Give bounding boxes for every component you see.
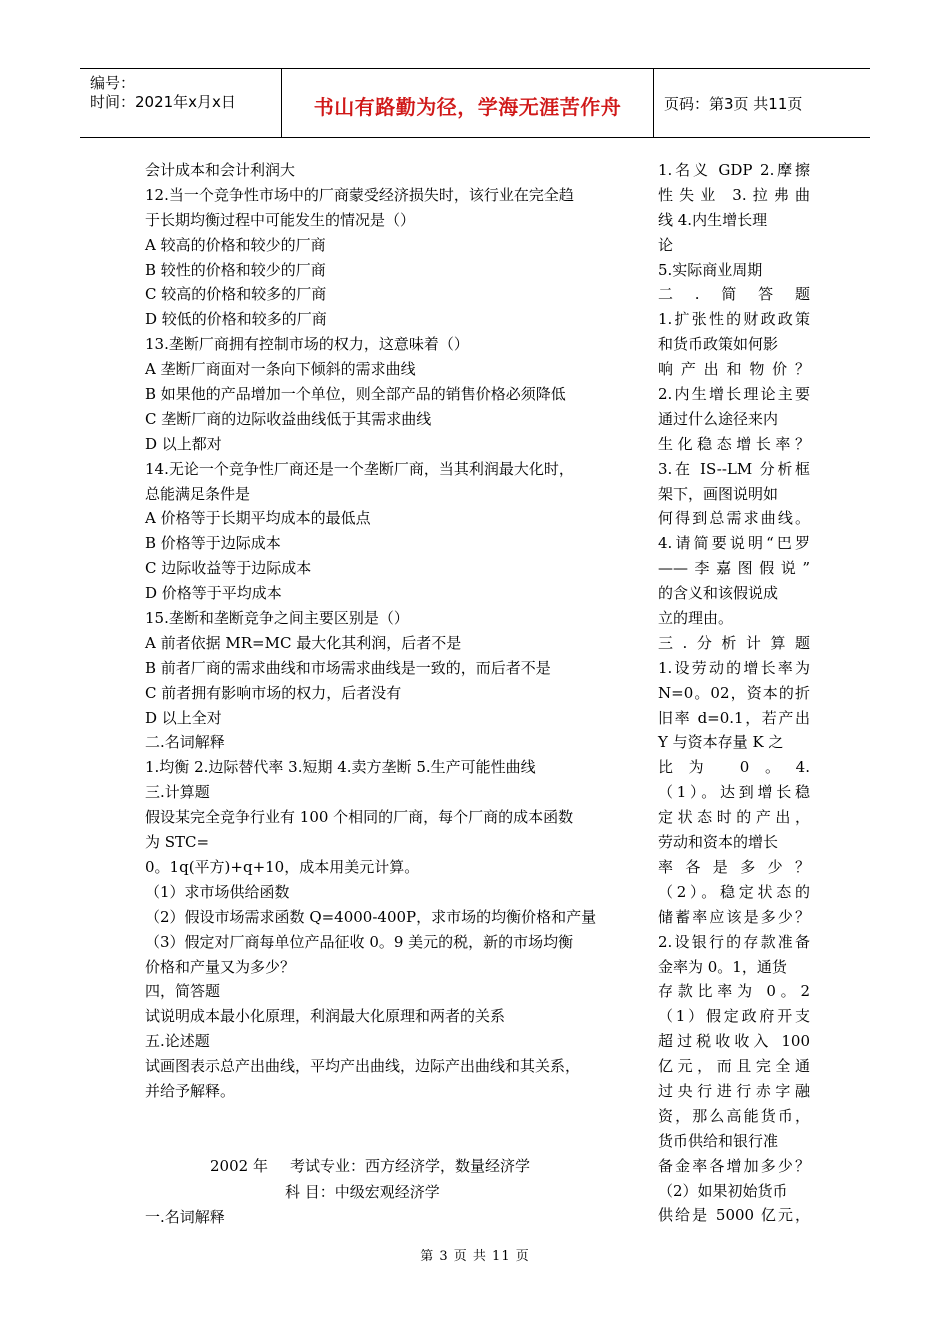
right-text-line: 响产出和物价？: [658, 360, 810, 379]
left-text-line: 15.垄断和垄断竞争之间主要区别是（）: [145, 609, 409, 628]
document-number-label: 编号：: [90, 74, 136, 92]
right-text-line: ——李嘉图假说”: [658, 559, 810, 578]
left-text-line: 三.计算题: [145, 783, 210, 802]
right-text-line: 三.分析计算题: [658, 633, 810, 652]
left-text-line: A 前者依据 MR=MC 最大化其利润，后者不是: [145, 633, 462, 652]
right-text-line: 旧率 d=0.1，若产出: [658, 708, 810, 727]
left-text-line: D 价格等于平均成本: [145, 584, 282, 603]
left-text-line: （2）假设市场需求函数 Q=4000-400P，求市场的均衡价格和产量: [145, 907, 597, 926]
right-text-line: 论: [658, 235, 674, 254]
right-text-line: 率各是多少？: [658, 857, 810, 876]
left-text-line: 五.论述题: [145, 1032, 210, 1051]
left-text-line: C 边际收益等于边际成本: [145, 559, 312, 578]
exam-major: 考试专业：西方经济学，数量经济学: [290, 1157, 531, 1175]
left-text-line: 试画图表示总产出曲线，平均产出曲线，边际产出曲线和其关系，: [145, 1057, 581, 1076]
left-text-line: 为 STC=: [145, 833, 210, 852]
right-text-line: Y 与资本存量 K 之: [658, 733, 784, 752]
left-text-line: （1）求市场供给函数: [145, 882, 290, 901]
header-info-cell: [80, 69, 282, 137]
left-text-line: A 垄断厂商面对一条向下倾斜的需求曲线: [145, 360, 416, 379]
right-text-line: 金率为 0。1，通货: [658, 957, 787, 976]
right-text-line: 比为 0。4.: [658, 758, 810, 777]
right-text-line: 2.内生增长理论主要: [658, 385, 810, 404]
left-text-line: A 较高的价格和较少的厂商: [145, 235, 326, 254]
right-text-line: 3.在 IS--LM 分析框: [658, 459, 810, 478]
right-text-line: 货币供给和银行准: [658, 1131, 779, 1150]
left-text-line: 于长期均衡过程中可能发生的情况是（）: [145, 210, 416, 229]
header-page-cell: [654, 69, 870, 137]
document-date-label: 时间：2021年x月x日: [90, 93, 236, 111]
right-text-line: （1）。达到增长稳: [658, 783, 810, 802]
left-text-line: 四，简答题: [145, 982, 221, 1001]
left-text-line: 13.垄断厂商拥有控制市场的权力，这意味着（）: [145, 335, 469, 354]
right-text-line: 性失业 3.拉弗曲: [658, 185, 810, 204]
page-code: 页码：第3页 共11页: [664, 95, 803, 113]
right-text-line: 的含义和该假说成: [658, 584, 779, 603]
left-text-line: 1.均衡 2.边际替代率 3.短期 4.卖方垄断 5.生产可能性曲线: [145, 758, 536, 777]
left-text-column: [145, 158, 635, 1104]
left-text-line: B 价格等于边际成本: [145, 534, 281, 553]
right-text-line: 和货币政策如何影: [658, 335, 779, 354]
right-text-line: 1.扩张性的财政政策: [658, 310, 810, 329]
motto-text: 书山有路勤为径，学海无涯苦作舟: [313, 95, 622, 119]
left-text-line: 二.名词解释: [145, 733, 225, 752]
right-text-line: 架下，画图说明如: [658, 484, 779, 503]
right-text-line: （2）。稳定状态的: [658, 882, 810, 901]
left-text-line: 14.无论一个竞争性厂商还是一个垄断厂商，当其利润最大化时，: [145, 459, 574, 478]
right-text-line: （1）假定政府开支: [658, 1007, 810, 1026]
right-text-line: （2）如果初始货币: [658, 1181, 788, 1200]
header-motto-cell: [282, 69, 654, 137]
right-text-line: 2.设银行的存款准备: [658, 932, 810, 951]
left-text-line: B 较性的价格和较少的厂商: [145, 260, 326, 279]
right-text-line: 立的理由。: [658, 609, 734, 628]
right-text-line: 存款比率为 0。2: [658, 982, 810, 1001]
left-text-line: B 如果他的产品增加一个单位，则全部产品的销售价格必须降低: [145, 385, 566, 404]
exam-subject: 科 目：中级宏观经济学: [285, 1183, 440, 1201]
right-text-line: 过央行进行赤字融: [658, 1081, 810, 1100]
left-text-line: （3）假定对厂商每单位产品征收 0。9 美元的税，新的市场均衡: [145, 932, 574, 951]
left-text-line: 12.当一个竞争性市场中的厂商蒙受经济损失时，该行业在完全趋: [145, 185, 574, 204]
right-text-line: 超过税收收入 100: [658, 1032, 810, 1051]
left-text-line: 并给予解释。: [145, 1081, 236, 1100]
right-text-line: 何得到总需求曲线。: [658, 509, 810, 528]
page-footer: 第 3 页 共 11 页: [420, 1249, 530, 1264]
right-text-line: 二.简答题: [658, 285, 810, 304]
right-text-line: 4.请简要说明“巴罗: [658, 534, 810, 553]
left-text-line: D 以上都对: [145, 434, 222, 453]
left-text-line: 价格和产量又为多少？: [145, 957, 296, 976]
header-table: [80, 68, 870, 138]
right-text-line: 储蓄率应该是多少？: [658, 907, 810, 926]
left-text-line: D 较低的价格和较多的厂商: [145, 310, 327, 329]
left-text-line: 总能满足条件是: [145, 484, 251, 503]
right-text-line: 1.设劳动的增长率为: [658, 658, 810, 677]
left-text-line: 0。1q(平方)+q+10，成本用美元计算。: [145, 857, 420, 876]
right-text-line: 线 4.内生增长理: [658, 210, 768, 229]
right-text-line: 通过什么途径来内: [658, 409, 779, 428]
right-text-line: N=0。02，资本的折: [658, 683, 810, 702]
section-heading: 一.名词解释: [145, 1208, 225, 1226]
left-text-line: 会计成本和会计利润大: [145, 161, 296, 179]
left-text-line: 试说明成本最小化原理，利润最大化原理和两者的关系: [145, 1007, 506, 1026]
right-text-line: 1.名义 GDP 2.摩擦: [658, 161, 810, 179]
right-text-line: 劳动和资本的增长: [658, 833, 779, 852]
right-text-line: 备金率各增加多少？: [658, 1156, 810, 1175]
left-text-line: 假设某完全竞争行业有 100 个相同的厂商，每个厂商的成本函数: [145, 808, 574, 827]
right-text-line: 定状态时的产出，: [658, 808, 810, 827]
exam-year: 2002 年: [210, 1157, 268, 1175]
right-text-line: 5.实际商业周期: [658, 260, 763, 279]
right-text-line: 资，那么高能货币，: [658, 1106, 810, 1125]
left-text-line: A 价格等于长期平均成本的最低点: [145, 509, 371, 528]
right-text-column: [658, 158, 810, 1228]
right-text-line: 生化稳态增长率？: [658, 434, 810, 453]
right-text-line: 供给是 5000 亿元，: [658, 1206, 810, 1225]
right-text-line: 亿元，而且完全通: [658, 1057, 810, 1076]
left-text-line: B 前者厂商的需求曲线和市场需求曲线是一致的，而后者不是: [145, 658, 551, 677]
left-text-line: D 以上全对: [145, 708, 222, 727]
left-text-line: C 垄断厂商的边际收益曲线低于其需求曲线: [145, 409, 432, 428]
left-text-line: C 较高的价格和较多的厂商: [145, 285, 327, 304]
left-text-line: C 前者拥有影响市场的权力，后者没有: [145, 683, 402, 702]
